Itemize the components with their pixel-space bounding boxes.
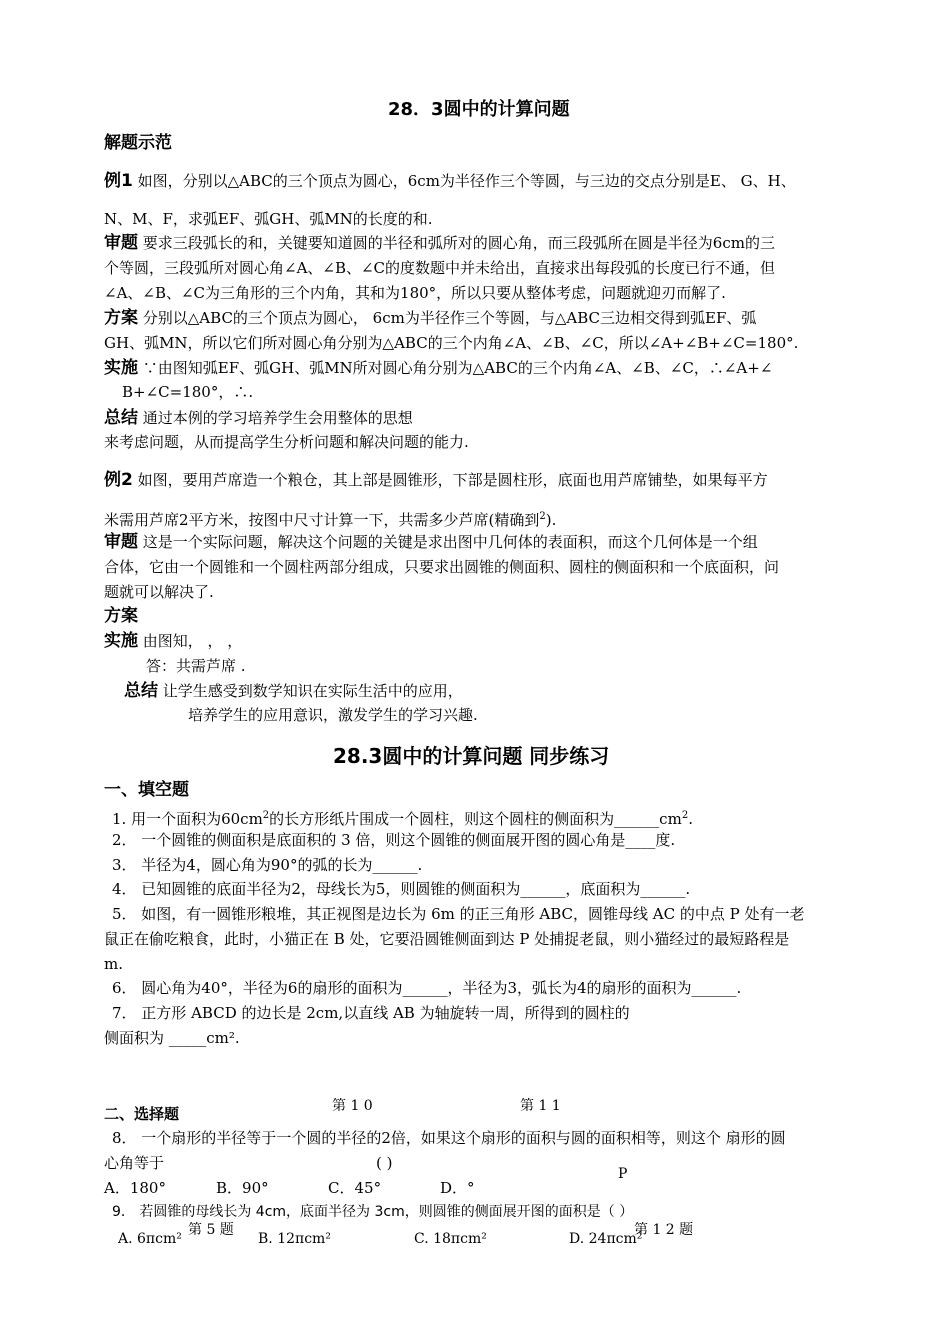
fill-q1-b: 的长方形纸片围成一个圆柱，则这个圆柱的侧面积为______cm <box>269 810 682 828</box>
shishi2-answer: 答：共需芦席 . <box>146 657 246 675</box>
example1-line2: N、M、F，求弧EF、弧GH、弧MN的长度的和. <box>104 210 433 228</box>
choice-q8-opt-d: D．° <box>440 1179 475 1197</box>
fill-q5-line3: m. <box>104 955 123 973</box>
example2-sup: 2 <box>539 511 546 522</box>
figure11-label: 第 1 1 <box>520 1098 561 1114</box>
shishi2-text1: 由图知， ， ， <box>138 632 243 650</box>
zongjie1-label: 总结 <box>104 408 138 428</box>
choice-q8-line1: 8． 一个扇形的半径等于一个圆的半径的2倍，如果这个扇形的面积与圆的面积相等，则这个 扇形的圆 <box>112 1129 786 1147</box>
choice-q8-line2: 心角等于 <box>104 1154 165 1172</box>
fill-q5-line2: 鼠正在偷吃粮食，此时，小猫正在 B 处，它要沿圆锥侧面到达 P 处捕捉老鼠，则小猫经过的最短路程是 <box>104 930 790 948</box>
example1-label: 例1 <box>104 171 133 191</box>
fill-q5-line1: 5． 如图，有一圆锥形粮堆，其正视图是边长为 6m 的正三角形 ABC，圆锥母线 AC 的中点 P 处有一老 <box>112 905 805 923</box>
fill-q1-c: . <box>688 810 693 828</box>
shenti2-line3: 题就可以解决了. <box>104 583 214 601</box>
zongjie2-line2: 培养学生的应用意识，激发学生的学习兴趣. <box>188 706 478 724</box>
fill-q7-line2: 侧面积为 _____cm². <box>104 1029 240 1047</box>
example2-text1: 如图，要用芦席造一个粮仓，其上部是圆锥形，下部是圆柱形，底面也用芦席铺垫，如果每平方 <box>132 471 768 489</box>
fill-q3: 3． 半径为4，圆心角为90°的弧的长为______. <box>112 856 423 874</box>
choice-q8-opt-b: B．90° <box>216 1179 269 1197</box>
zongjie1-line1 <box>104 408 864 428</box>
example1-text1: 如图，分别以△ABC的三个顶点为圆心，6cm为半径作三个等圆，与三边的交点分别是E、 G、H、 <box>132 172 796 190</box>
exercise-title: 28.3圆中的计算问题 同步练习 <box>333 744 610 768</box>
fill-q6: 6． 圆心角为40°，半径为6的扇形的面积为______，半径为3，弧长为4的扇形的面积为______. <box>112 979 742 997</box>
fill-q1-sup2: 2 <box>681 810 689 821</box>
example1-line1 <box>104 171 864 191</box>
example2-text2b: ). <box>545 511 557 529</box>
section-fill: 一、填空题 <box>104 780 189 800</box>
example2-label: 例2 <box>104 470 133 490</box>
fangan1-line2: GH、弧MN，所以它们所对圆心角分别为△ABC的三个内角∠A、∠B、∠C，所以∠A+∠B+∠C=180°. <box>104 334 799 352</box>
shenti1-line1 <box>104 233 864 253</box>
heading-demo: 解题示范 <box>104 133 172 153</box>
fill-q1-a: 1. 用一个面积为60cm <box>112 810 263 828</box>
shishi2-label: 实施 <box>104 631 138 651</box>
choice-q8-opt-c: C．45° <box>328 1179 382 1197</box>
fill-q2: 2． 一个圆锥的侧面积是底面积的 3 倍，则这个圆锥的侧面展开图的圆心角是____度. <box>112 831 676 849</box>
fill-q4: 4． 已知圆锥的底面半径为2，母线长为5，则圆锥的侧面积为______，底面积为______. <box>112 880 691 898</box>
shenti1-line2: 个等圆，三段弧所对圆心角∠A、∠B、∠C的度数题中并未给出，直接求出每段弧的长度已行不通，但 <box>104 259 776 277</box>
page-title: 28．3圆中的计算问题 <box>388 99 570 120</box>
fill-q7-line1: 7． 正方形 ABCD 的边长是 2cm,以直线 AB 为轴旋转一周，所得到的圆柱的 <box>112 1004 630 1022</box>
fangan1-text1: 分别以△ABC的三个顶点为圆心， 6cm为半径作三个等圆，与△ABC三边相交得到弧EF、弧 <box>138 309 757 327</box>
point-p-label: P <box>618 1166 628 1182</box>
shenti1-label: 审题 <box>104 233 138 253</box>
fill-q1 <box>112 806 872 829</box>
shishi1-text1: ∵由图知弧EF、弧GH、弧MN所对圆心角分别为△ABC的三个内角∠A、∠B、∠C，∴∠A+∠ <box>138 359 773 377</box>
choice-q9-opt-b: B. 12πcm² <box>258 1231 331 1247</box>
choice-q8-opt-a: A．180° <box>104 1179 166 1197</box>
example2-line1 <box>104 470 864 490</box>
zongjie2-text1: 让学生感受到数学知识在实际生活中的应用， <box>158 682 463 700</box>
shenti2-line1 <box>104 532 864 552</box>
fangan1-line1 <box>104 308 864 328</box>
shishi1-line2: B+∠C=180°，∴. <box>122 383 254 401</box>
zongjie2-line1 <box>124 681 884 701</box>
zongjie2-label: 总结 <box>124 681 158 701</box>
example2-text2a: 米需用芦席2平方米，按图中尺寸计算一下，共需多少芦席(精确到 <box>104 511 540 529</box>
figure5-label: 第 5 题 <box>188 1222 234 1238</box>
shenti1-line3: ∠A、∠B、∠C为三角形的三个内角，其和为180°，所以只要从整体考虑，问题就迎刃而解了. <box>104 284 726 302</box>
choice-q9-opt-d: D. 24πcm² <box>569 1231 643 1247</box>
fangan1-label: 方案 <box>104 308 138 328</box>
shenti2-label: 审题 <box>104 532 138 552</box>
fill-q1-sup: 2 <box>262 810 270 821</box>
shishi1-line1 <box>104 358 864 378</box>
figure12-label: 第 1 2 题 <box>634 1222 694 1238</box>
section-choice: 二、选择题 <box>104 1105 180 1123</box>
zongjie1-line2: 来考虑问题，从而提高学生分析问题和解决问题的能力. <box>104 433 469 451</box>
example2-line2 <box>104 507 864 530</box>
shenti1-text1: 要求三段弧长的和，关键要知道圆的半径和弧所对的圆心角，而三段弧所在圆是半径为6cm的三 <box>138 234 775 252</box>
choice-q8-paren: ( ) <box>376 1154 393 1172</box>
shenti2-line2: 合体，它由一个圆锥和一个圆柱两部分组成，只要求出圆锥的侧面积、圆柱的侧面积和一个底面积，问 <box>104 558 780 576</box>
figure10-label: 第 1 0 <box>332 1098 373 1114</box>
fangan2-label: 方案 <box>104 606 138 626</box>
shishi1-label: 实施 <box>104 358 138 378</box>
choice-q9-opt-c: C. 18πcm² <box>414 1231 487 1247</box>
choice-q9: 9． 若圆锥的母线长为 4cm，底面半径为 3cm，则圆锥的侧面展开图的面积是（ ） <box>112 1204 634 1220</box>
shishi2-line1 <box>104 631 864 651</box>
choice-q9-opt-a: A. 6πcm² <box>118 1231 182 1247</box>
shenti2-text1: 这是一个实际问题，解决这个问题的关键是求出图中几何体的表面积，而这个几何体是一个组 <box>138 533 758 551</box>
zongjie1-text1: 通过本例的学习培养学生会用整体的思想 <box>138 409 413 427</box>
